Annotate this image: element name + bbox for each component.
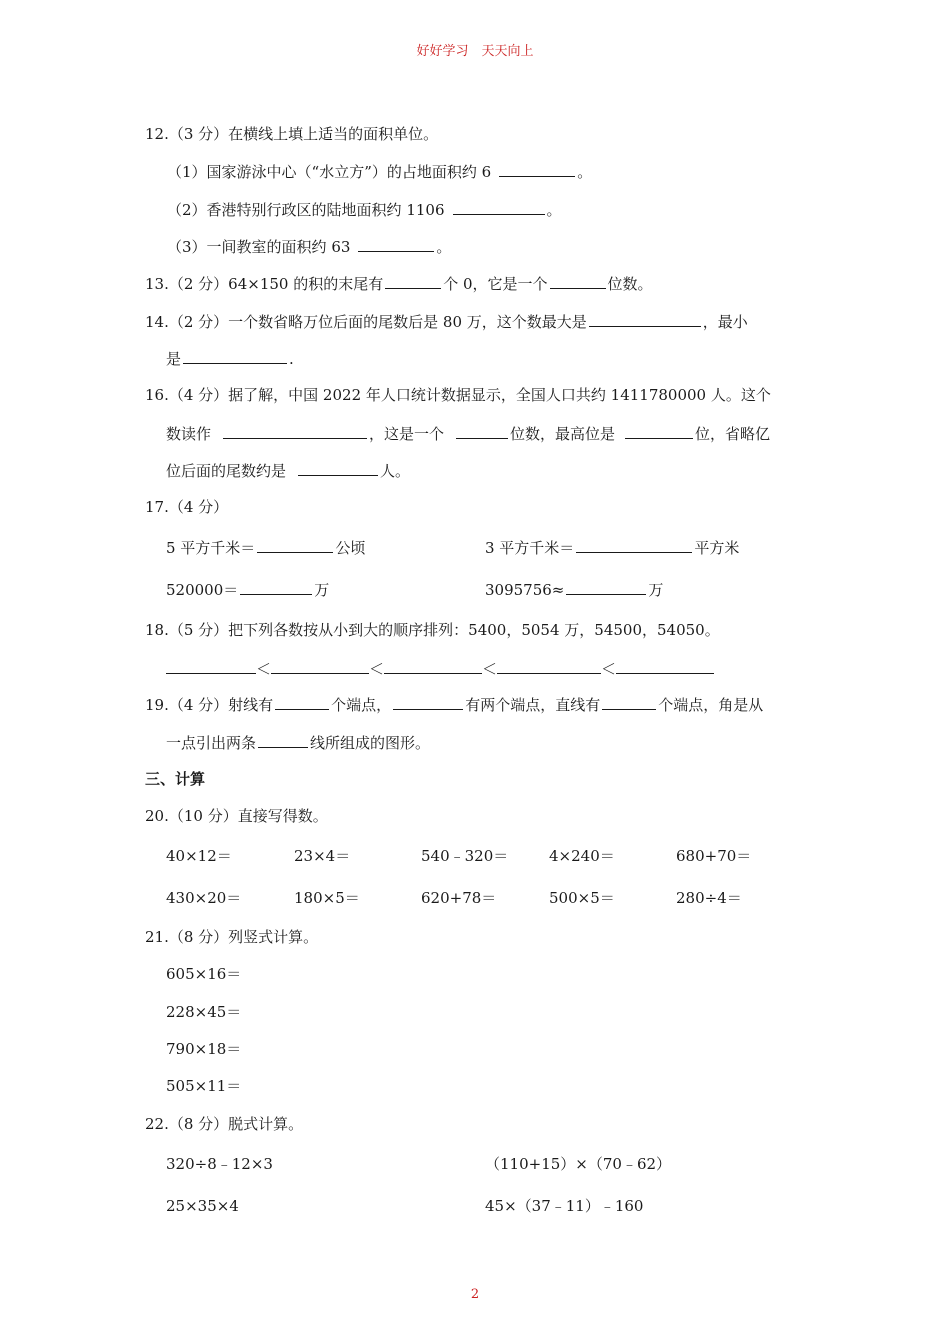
q17-item-1: 5 平方千米＝ 公顷	[166, 539, 366, 557]
q21-item-4: 505×11＝	[166, 1077, 242, 1095]
q14-blank-1[interactable]	[589, 311, 701, 327]
q17-blank-3[interactable]	[240, 579, 312, 595]
q20-r1-c1: 40×12＝	[166, 847, 232, 865]
q14-line-2: 是 .	[166, 350, 294, 368]
page-header: 好好学习 天天向上	[416, 44, 534, 59]
q16-blank-2[interactable]	[456, 423, 508, 439]
q12-blank-3[interactable]	[358, 236, 434, 252]
q20-r1-c5: 680+70＝	[676, 847, 752, 865]
q16-line-2: 数读作 ，这是一个 位数，最高位是 位，省略亿	[166, 425, 771, 443]
q17-title: 17.（4 分）	[145, 498, 229, 516]
q19-blank-3[interactable]	[602, 694, 656, 710]
q22-title: 22.（8 分）脱式计算。	[145, 1115, 304, 1133]
q21-item-3: 790×18＝	[166, 1040, 242, 1058]
q17-blank-4[interactable]	[566, 579, 646, 595]
q18-blank-2[interactable]	[271, 658, 369, 674]
q16-line-1: 16.（4 分）据了解，中国 2022 年人口统计数据显示，全国人口共约 1411780000 人。这个	[145, 386, 771, 404]
q22-expr-4: 45×（37﹣11）﹣160	[485, 1197, 644, 1215]
q16-line-3: 位后面的尾数约是 人。	[166, 462, 411, 480]
q12-blank-2[interactable]	[453, 199, 545, 215]
q17-item-4: 3095756≈ 万	[485, 581, 664, 599]
q18-blank-5[interactable]	[616, 658, 714, 674]
q12-item-2: （2）香港特别行政区的陆地面积约 1106 。	[167, 201, 562, 219]
q20-r2-c3: 620+78＝	[421, 889, 497, 907]
q19-blank-1[interactable]	[275, 694, 329, 710]
q21-item-2: 228×45＝	[166, 1003, 242, 1021]
page-number: 2	[470, 1287, 480, 1302]
q19-line-2: 一点引出两条 线所组成的图形。	[166, 734, 431, 752]
q20-r2-c2: 180×5＝	[294, 889, 360, 907]
q20-title: 20.（10 分）直接写得数。	[145, 807, 328, 825]
q20-r1-c3: 540﹣320＝	[421, 847, 509, 865]
q17-blank-1[interactable]	[257, 537, 333, 553]
q18-title: 18.（5 分）把下列各数按从小到大的顺序排列：5400，5054 万，54500，54050。	[145, 621, 720, 639]
q21-item-1: 605×16＝	[166, 965, 242, 983]
q20-r2-c4: 500×5＝	[549, 889, 615, 907]
section-heading-calc: 三、计算	[145, 770, 206, 788]
q19-blank-2[interactable]	[393, 694, 463, 710]
q18-blank-4[interactable]	[497, 658, 601, 674]
q16-blank-1[interactable]	[223, 423, 367, 439]
q18-order-row: ＜ ＜ ＜ ＜	[166, 658, 714, 679]
q22-expr-3: 25×35×4	[166, 1197, 239, 1215]
q19-blank-4[interactable]	[258, 732, 308, 748]
q12-blank-1[interactable]	[499, 161, 575, 177]
q20-r2-c1: 430×20＝	[166, 889, 242, 907]
q13-blank-2[interactable]	[550, 273, 606, 289]
q18-blank-1[interactable]	[166, 658, 256, 674]
q12-item-1: （1）国家游泳中心（“水立方”）的占地面积约 6 。	[167, 163, 593, 181]
q19-line-1: 19.（4 分）射线有 个端点， 有两个端点，直线有 个端点，角是从	[145, 696, 764, 714]
q14-line-1: 14.（2 分）一个数省略万位后面的尾数后是 80 万，这个数最大是 ，最小	[145, 313, 748, 331]
q20-r1-c4: 4×240＝	[549, 847, 615, 865]
q14-blank-2[interactable]	[183, 348, 287, 364]
q17-item-3: 520000＝ 万	[166, 581, 330, 599]
q17-item-2: 3 平方千米＝ 平方米	[485, 539, 740, 557]
q12-item-3: （3）一间教室的面积约 63 。	[167, 238, 452, 256]
q18-blank-3[interactable]	[384, 658, 482, 674]
q17-blank-2[interactable]	[576, 537, 692, 553]
q16-blank-4[interactable]	[298, 460, 378, 476]
q13-blank-1[interactable]	[385, 273, 441, 289]
q12-title: 12.（3 分）在横线上填上适当的面积单位。	[145, 125, 439, 143]
q22-expr-1: 320÷8﹣12×3	[166, 1155, 273, 1173]
q20-r2-c5: 280÷4＝	[676, 889, 742, 907]
q22-expr-2: （110+15）×（70﹣62）	[485, 1155, 672, 1173]
q13: 13.（2 分）64×150 的积的末尾有 个 0，它是一个 位数。	[145, 275, 653, 293]
q21-title: 21.（8 分）列竖式计算。	[145, 928, 319, 946]
q16-blank-3[interactable]	[625, 423, 693, 439]
q20-r1-c2: 23×4＝	[294, 847, 351, 865]
